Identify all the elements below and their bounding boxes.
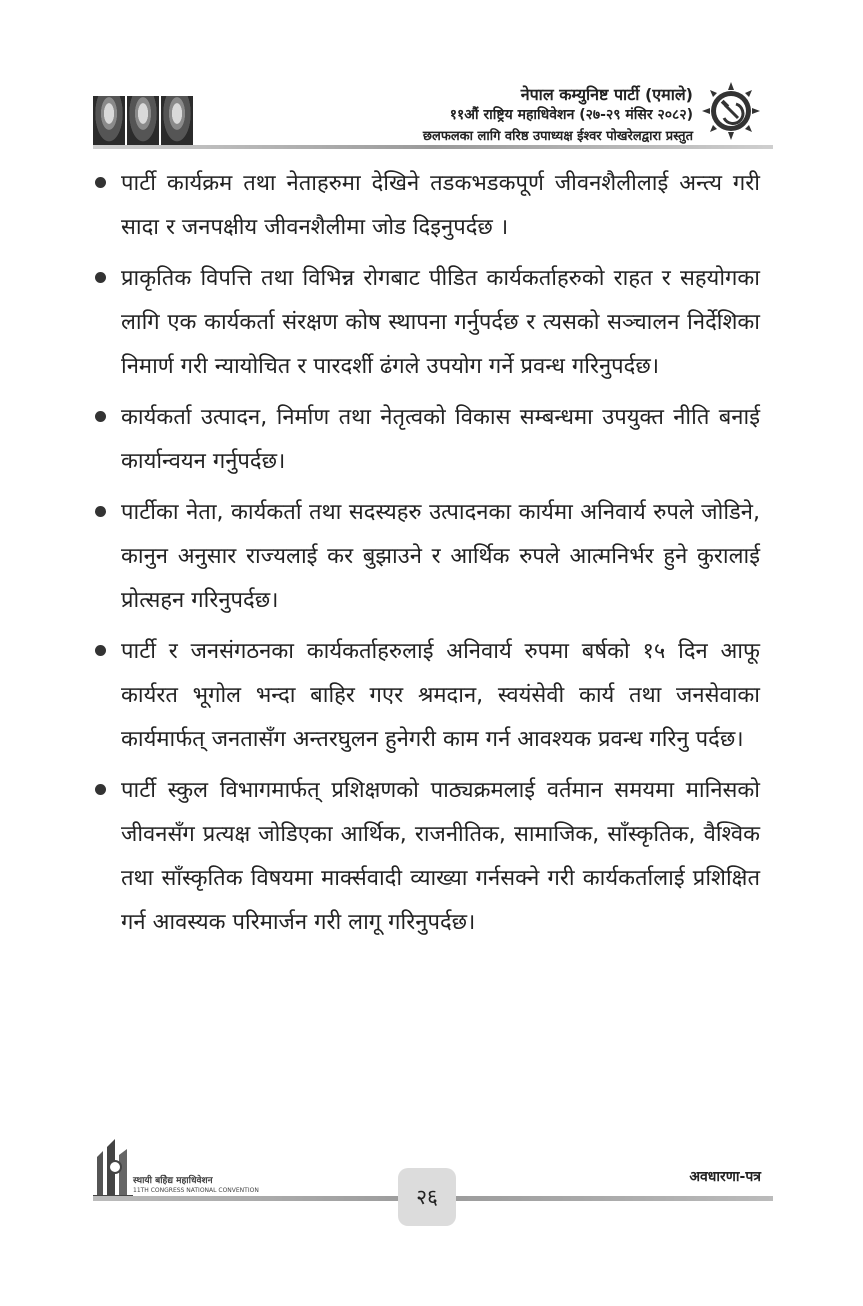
list-item: [88, 769, 760, 945]
leader-portrait: [161, 96, 193, 146]
list-item-text: पार्टी कार्यक्रम तथा नेताहरुमा देखिने तडकभडकपूर्ण जीवनशैलीलाई अन्त्य गरी सादा र जनपक्षीय जीवनशैलीमा जोड दिइनुपर्दछ ।: [121, 171, 760, 240]
bullet-list: [88, 162, 760, 945]
list-item: [88, 396, 760, 484]
list-item-text: प्राकृतिक विपत्ति तथा विभिन्न रोगबाट पीडित कार्यकर्ताहरुको राहत र सहयोगका लागि एक कार्यकर्ता संरक्षण कोष स्थापना गर्नुपर्दछ र त्यसको सञ्चालन निर्देशिका निमार्ण गरी न्यायोचित र पारदर्शी ढंगले उपयोग गर्ने प्रवन्ध गरिनुपर्दछ।: [121, 266, 760, 379]
convention-name: ११औं राष्ट्रिय महाधिवेशन (२७-२९ मंसिर २०८२): [449, 107, 693, 123]
convention-logo: [93, 1137, 259, 1199]
page-number: २६: [398, 1168, 456, 1226]
presenter-line: छलफलका लागि वरिष्ठ उपाध्यक्ष ईश्वर पोखरेलद्वारा प्रस्तुत: [422, 129, 693, 144]
header-title-block: [423, 84, 693, 147]
list-item: [88, 630, 760, 762]
bullet-icon: [95, 784, 106, 795]
bullet-icon: [95, 506, 106, 517]
bullet-icon: [95, 645, 106, 656]
bullet-icon: [95, 272, 106, 283]
bullet-icon: [95, 177, 106, 188]
header-divider: [93, 145, 773, 149]
convention-logo-icon: [93, 1137, 133, 1199]
list-item-text: पार्टी स्कुल विभागमार्फत् प्रशिक्षणको पाठ्यक्रमलाई वर्तमान समयमा मानिसको जीवनसँग प्रत्यक्ष जोडिएका आर्थिक, राजनीतिक, सामाजिक, साँस्कृतिक, वैश्विक तथा साँस्कृतिक विषयमा मार्क्सवादी व्याख्या गर्नसक्ने गरी कार्यकर्तालाई प्रशिक्षित गर्न आवस्यक परिमार्जन गरी लागू गरिनुपर्दछ।: [121, 778, 760, 935]
list-item-text: पार्टी र जनसंगठनका कार्यकर्ताहरुलाई अनिवार्य रुपमा बर्षको १५ दिन आफू कार्यरत भूगोल भन्दा बाहिर गएर श्रमदान, स्वयंसेवी कार्य तथा जनसेवाका कार्यमार्फत् जनतासँग अन्तरघुलन हुनेगरी काम गर्न आवश्यक प्रवन्ध गरिनु पर्दछ।: [121, 639, 760, 752]
leader-portrait: [127, 96, 159, 146]
list-item-text: पार्टीका नेता, कार्यकर्ता तथा सदस्यहरु उत्पादनका कार्यमा अनिवार्य रुपले जोडिने, कानुन अनुसार राज्यलाई कर बुझाउने र आर्थिक रुपले आत्मनिर्भर हुने कुरालाई प्रोत्सहन गरिनुपर्दछ।: [121, 500, 760, 613]
logo-text: स्थायी बहेिद्य महाधिवेशन: [133, 1176, 213, 1186]
leader-portrait: [93, 96, 125, 146]
party-name: नेपाल कम्युनिष्ट पार्टी (एमाले): [520, 85, 693, 104]
bullet-icon: [95, 411, 106, 422]
hammer-sickle-sun-icon: [700, 80, 762, 142]
document-label: अवधारणा-पत्र: [689, 1169, 761, 1185]
list-item: [88, 491, 760, 623]
list-item: [88, 257, 760, 389]
page-header: [0, 0, 863, 160]
list-item: [88, 162, 760, 250]
list-item-text: कार्यकर्ता उत्पादन, निर्माण तथा नेतृत्वको विकास सम्बन्धमा उपयुक्त नीति बनाई कार्यान्वयन गर्नुपर्दछ।: [121, 405, 760, 474]
logo-subtext: 11TH CONGRESS NATIONAL CONVENTION: [133, 1187, 259, 1194]
leaders-photo: [93, 96, 193, 146]
